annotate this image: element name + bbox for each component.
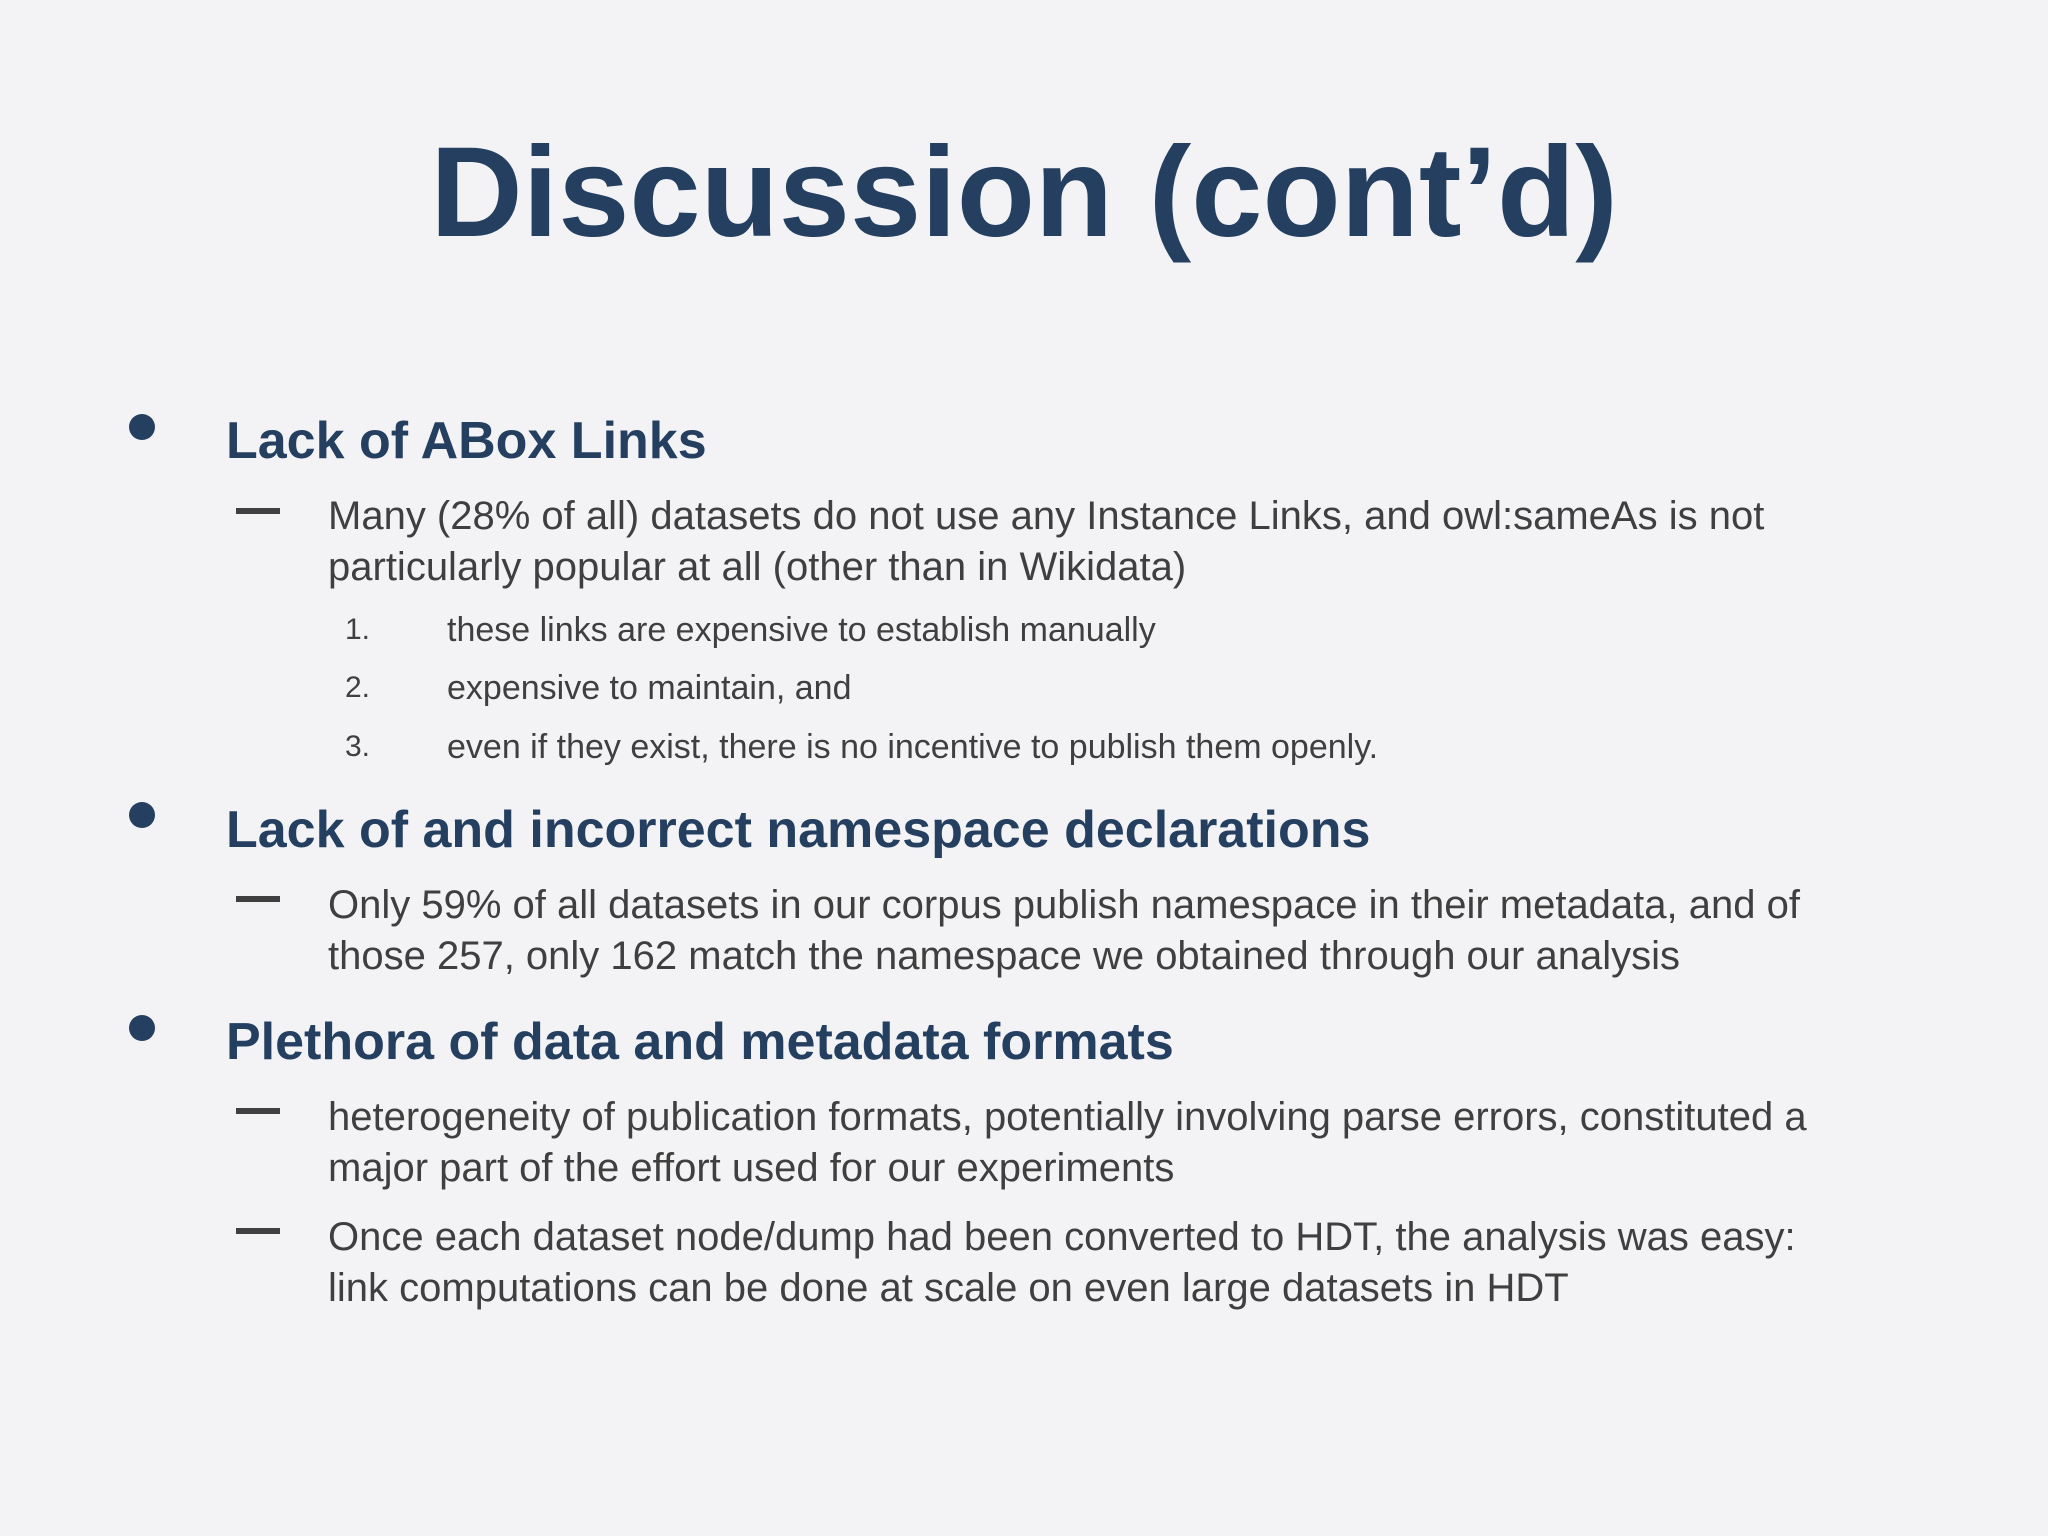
text-line: link computations can be done at scale on even large datasets in HDT bbox=[328, 1266, 1569, 1310]
item-text: expensive to maintain, and bbox=[447, 669, 852, 707]
bullet-icon bbox=[129, 802, 155, 828]
item-number: 1. bbox=[345, 613, 371, 646]
text-line: heterogeneity of publication formats, potentially involving parse errors, constituted a bbox=[328, 1095, 1807, 1139]
text-line: particularly popular at all (other than in Wikidata) bbox=[328, 545, 1187, 589]
bullet-heading: Plethora of data and metadata formats bbox=[226, 1013, 1174, 1071]
dash-icon bbox=[236, 896, 280, 902]
text-line: Once each dataset node/dump had been converted to HDT, the analysis was easy: bbox=[328, 1215, 1796, 1259]
dash-icon bbox=[236, 508, 280, 514]
text-line: Many (28% of all) datasets do not use any Instance Links, and owl:sameAs is not bbox=[328, 494, 1765, 538]
text-line: major part of the effort used for our experiments bbox=[328, 1146, 1175, 1190]
sub-bullet-text bbox=[328, 880, 1928, 982]
item-text: these links are expensive to establish manually bbox=[447, 611, 1156, 649]
sub-bullet-text bbox=[328, 491, 1928, 593]
item-number: 2. bbox=[345, 671, 371, 704]
dash-icon bbox=[236, 1228, 280, 1234]
dash-icon bbox=[236, 1108, 280, 1114]
bullet-icon bbox=[129, 1015, 155, 1041]
bullet-heading: Lack of ABox Links bbox=[226, 412, 707, 470]
sub-bullet-text bbox=[328, 1092, 1928, 1194]
item-text: even if they exist, there is no incentive to publish them openly. bbox=[447, 728, 1379, 766]
text-line: those 257, only 162 match the namespace we obtained through our analysis bbox=[328, 934, 1680, 978]
item-number: 3. bbox=[345, 730, 371, 763]
sub-bullet-text bbox=[328, 1212, 1928, 1314]
bullet-heading: Lack of and incorrect namespace declarations bbox=[226, 801, 1371, 859]
text-line: Only 59% of all datasets in our corpus publish namespace in their metadata, and of bbox=[328, 883, 1800, 927]
slide-title: Discussion (cont’d) bbox=[430, 121, 1618, 264]
bullet-icon bbox=[129, 414, 155, 440]
